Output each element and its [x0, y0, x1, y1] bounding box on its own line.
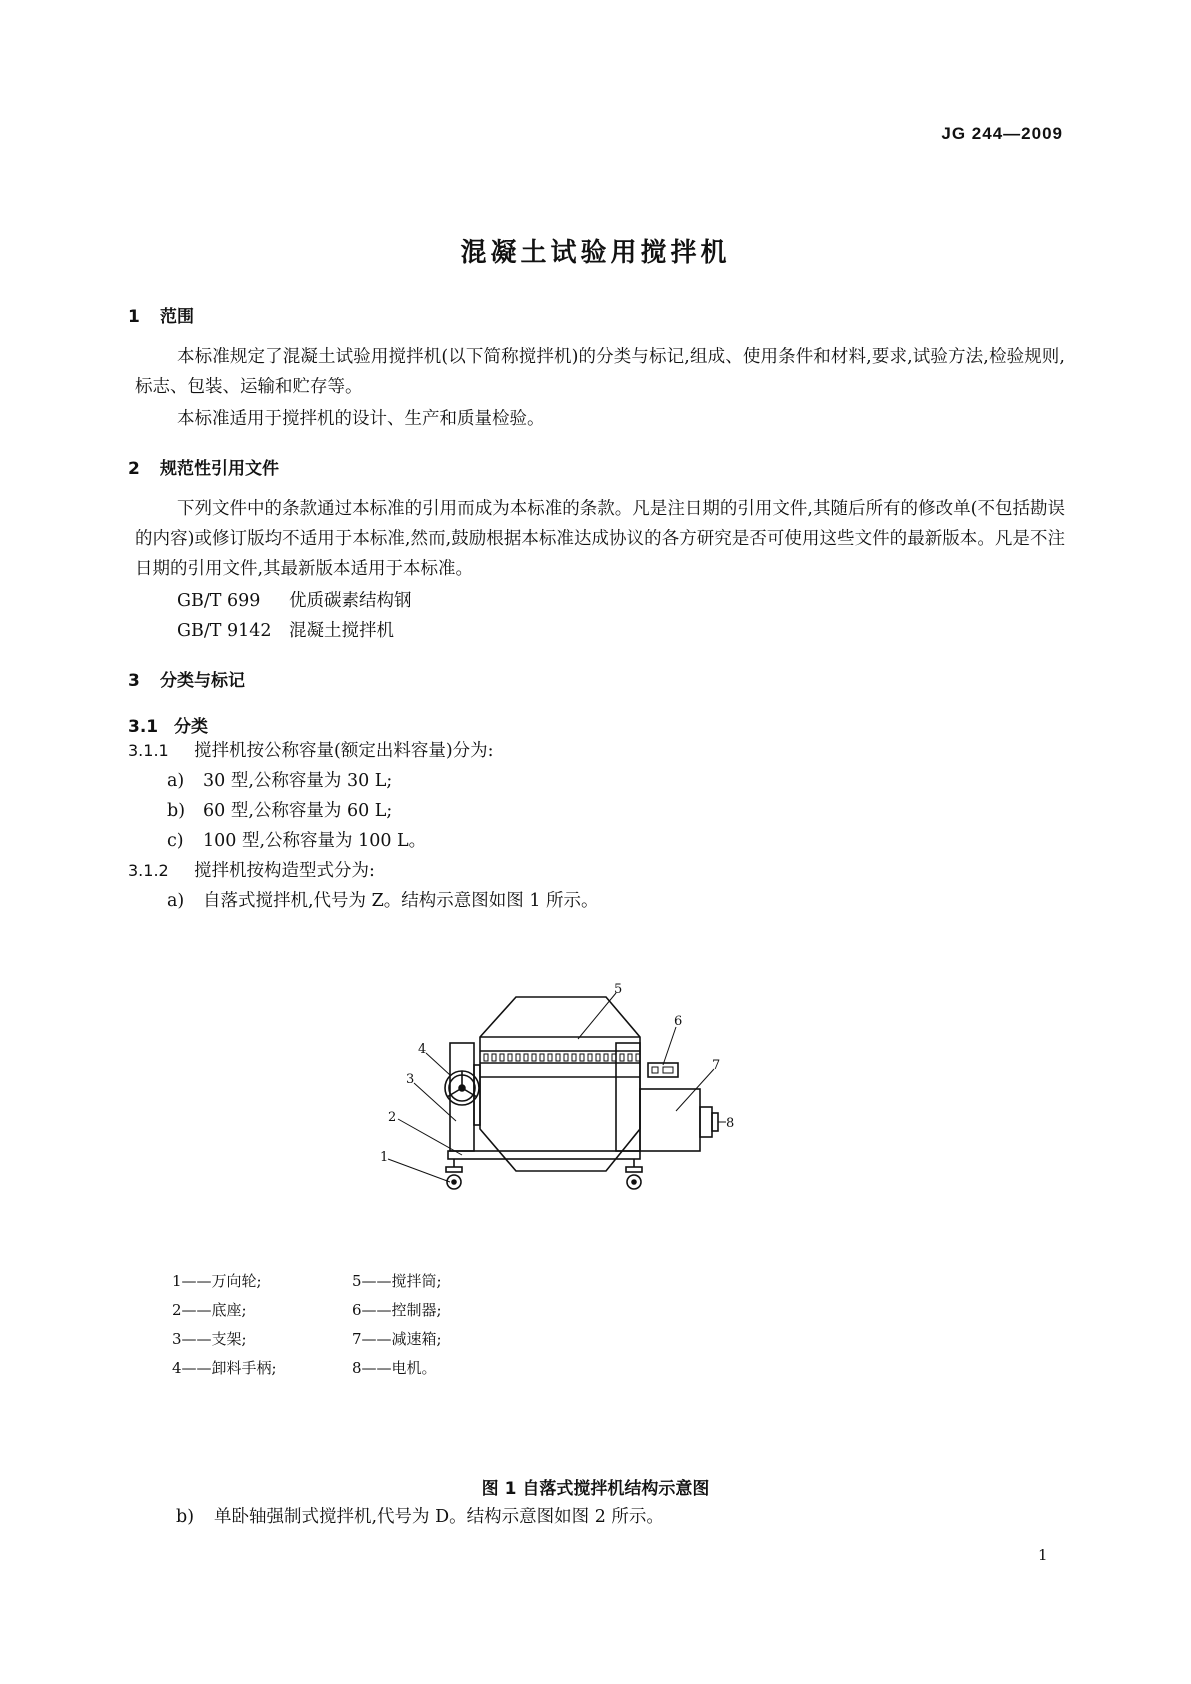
- gear-tooth: [532, 1054, 536, 1061]
- gear-tooth: [604, 1054, 608, 1061]
- list-item: [167, 796, 392, 826]
- section-number: 3: [128, 671, 140, 691]
- list-mark: b): [176, 1507, 195, 1527]
- section-2-heading: [128, 454, 279, 479]
- gear-tooth: [620, 1054, 624, 1061]
- clause-3-1-1: [128, 736, 494, 766]
- clause-3-1-2: [128, 856, 375, 886]
- gear-tooth: [556, 1054, 560, 1061]
- list-text: 单卧轴强制式搅拌机,代号为 D。结构示意图如图 2 所示。: [214, 1507, 664, 1527]
- clause-text: 搅拌机按公称容量(额定出料容量)分为:: [194, 741, 494, 761]
- list-text: 30 型,公称容量为 30 L;: [203, 771, 393, 791]
- gear-tooth: [500, 1054, 504, 1061]
- gear-tooth: [564, 1054, 568, 1061]
- legend-item: 5——搅拌筒;: [352, 1272, 442, 1290]
- legend-item: 3——支架;: [172, 1330, 247, 1348]
- gear-tooth: [516, 1054, 520, 1061]
- motor-body: [700, 1107, 712, 1137]
- gear-tooth: [540, 1054, 544, 1061]
- leader-line: [388, 1159, 450, 1182]
- leader-line: [676, 1069, 714, 1111]
- gear-tooth: [492, 1054, 496, 1061]
- section-1-paragraph-1: 本标准规定了混凝土试验用搅拌机(以下简称搅拌机)的分类与标记,组成、使用条件和材料,要求,试验方法,检验规则,标志、包装、运输和贮存等。: [135, 347, 1065, 397]
- leader-line: [578, 993, 616, 1039]
- gear-tooth: [588, 1054, 592, 1061]
- section-title: 分类与标记: [160, 671, 245, 691]
- figure-caption: 图 1 自落式搅拌机结构示意图: [481, 1479, 710, 1499]
- controller-display: [663, 1067, 673, 1073]
- legend-item: 7——减速箱;: [352, 1330, 442, 1348]
- list-text: 60 型,公称容量为 60 L;: [203, 801, 393, 821]
- gear-tooth: [628, 1054, 632, 1061]
- section-number: 1: [128, 307, 140, 327]
- page-number: 1: [1038, 1546, 1048, 1564]
- section-1-heading: [128, 302, 194, 327]
- list-item: [167, 826, 426, 856]
- reference-name: 混凝土搅拌机: [289, 621, 394, 641]
- reference-name: 优质碳素结构钢: [289, 591, 412, 611]
- section-2-paragraph: 下列文件中的条款通过本标准的引用而成为本标准的条款。凡是注日期的引用文件,其随后所有的修改单(不包括勘误的内容)或修订版均不适用于本标准,然而,鼓励根据本标准达成协议的各方研究是否可使用这些文件的最新版本。凡是不注日期的引用文件,其最新版本适用于本标准。: [135, 499, 1065, 579]
- caster-wheel-right: [626, 1167, 642, 1189]
- list-item: [167, 766, 392, 796]
- callout-label: 4: [418, 1042, 427, 1057]
- gear-tooth: [508, 1054, 512, 1061]
- list-text: 自落式搅拌机,代号为 Z。结构示意图如图 1 所示。: [203, 891, 599, 911]
- list-mark: c): [167, 831, 184, 851]
- standard-code: JG 244—2009: [941, 124, 1063, 143]
- list-item: [176, 1502, 664, 1532]
- section-title: 规范性引用文件: [160, 459, 279, 479]
- subsection-title: 分类: [174, 717, 208, 737]
- clause-number: 3.1.1: [128, 741, 169, 760]
- callout-label: 2: [388, 1110, 397, 1125]
- subsection-3-1-heading: [128, 712, 208, 737]
- reference-item: [177, 616, 394, 646]
- gear-tooth: [484, 1054, 488, 1061]
- reference-code: GB/T 699: [177, 591, 261, 611]
- reference-item: [177, 586, 412, 616]
- legend-item: 1——万向轮;: [172, 1272, 262, 1290]
- legend-item: 8——电机。: [352, 1359, 437, 1377]
- list-mark: a): [167, 891, 185, 911]
- callout-label: 7: [712, 1058, 721, 1073]
- callout-label: 6: [674, 1014, 683, 1029]
- legend-item: 2——底座;: [172, 1301, 247, 1319]
- gearbox: [640, 1089, 700, 1151]
- section-title: 范围: [160, 307, 194, 327]
- callout-label: 8: [726, 1116, 735, 1131]
- mixer-schematic-figure: [380, 975, 760, 1215]
- subsection-number: 3.1: [128, 717, 159, 737]
- leader-line: [426, 1053, 450, 1075]
- clause-text: 搅拌机按构造型式分为:: [194, 861, 375, 881]
- controller-indicator: [652, 1067, 658, 1073]
- gear-tooth: [548, 1054, 552, 1061]
- list-item: [167, 886, 599, 916]
- base-frame: [448, 1151, 640, 1159]
- gear-tooth: [580, 1054, 584, 1061]
- callout-label: 1: [380, 1150, 389, 1165]
- legend-item: 6——控制器;: [352, 1301, 442, 1319]
- list-mark: a): [167, 771, 185, 791]
- leader-line: [663, 1027, 676, 1065]
- callout-label: 3: [406, 1072, 415, 1087]
- page-title: 混凝土试验用搅拌机: [460, 238, 731, 268]
- caster-wheel-left: [446, 1167, 462, 1189]
- legend-item: 4——卸料手柄;: [172, 1359, 277, 1377]
- section-3-heading: [128, 666, 245, 691]
- list-mark: b): [167, 801, 186, 821]
- section-1-paragraph-2: 本标准适用于搅拌机的设计、生产和质量检验。: [177, 409, 545, 429]
- gear-tooth: [596, 1054, 600, 1061]
- list-text: 100 型,公称容量为 100 L。: [203, 831, 427, 851]
- callout-label: 5: [614, 982, 623, 997]
- motor-shaft: [712, 1113, 718, 1131]
- clause-number: 3.1.2: [128, 861, 169, 880]
- leader-line: [398, 1119, 462, 1155]
- gear-tooth: [524, 1054, 528, 1061]
- reference-code: GB/T 9142: [177, 621, 272, 641]
- gear-tooth: [572, 1054, 576, 1061]
- section-number: 2: [128, 459, 140, 479]
